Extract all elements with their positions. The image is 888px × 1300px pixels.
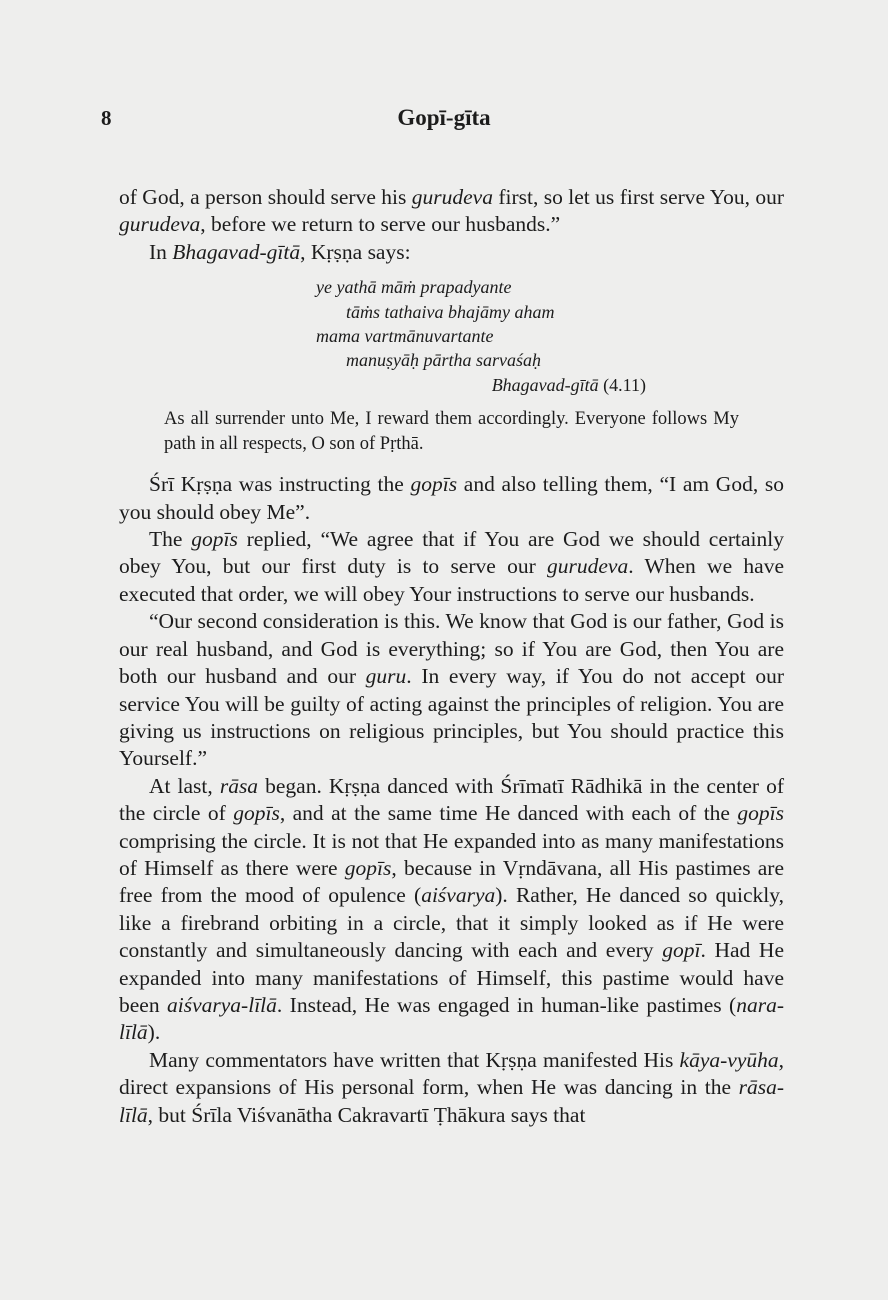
emphasis: Bhagavad-gītā (172, 239, 301, 264)
emphasis: gopī (662, 938, 701, 963)
text-run: , Kṛṣṇa says: (300, 239, 411, 264)
text-run: began. Kṛṣṇa danced with Śrīmatī Rādhikā in the center of the circle of (119, 773, 784, 826)
sanskrit-verse (316, 275, 646, 397)
emphasis: kāya-vyūha (679, 1047, 779, 1072)
verse-line-1: ye yathā māṁ prapadyante (316, 277, 512, 298)
text-run: Many commentators have written that Kṛṣṇa manifested His (149, 1047, 680, 1072)
paragraph-7 (119, 1047, 784, 1129)
emphasis: guru (365, 664, 407, 689)
paragraph-6 (119, 773, 784, 1047)
paragraph-5 (119, 608, 784, 772)
text-run: comprising the circle. It is not that He expanded into as many manifestations of Himself as there were (119, 828, 784, 880)
emphasis: nara-līlā (119, 992, 784, 1045)
emphasis: gurudeva (119, 212, 201, 237)
verse-reference (316, 373, 646, 397)
text-run: “Our second consideration is this. We know that God is our father, God is our real husband, and God is everything; so if You are God, then You are both our husband and our (119, 609, 784, 689)
text-run: . In every way, if You do not accept our service You will be guilty of acting against the principles of religion. You are giving us instructions on religious principles, but You should practice this Yourself.” (119, 664, 784, 771)
text-run: of God, a person should serve his (119, 185, 412, 209)
emphasis: gopīs (344, 855, 392, 880)
verse-reference-number: (4.11) (603, 374, 646, 395)
emphasis: aiśvarya (421, 883, 496, 908)
text-run: . When we have executed that order, we will obey Your instructions to serve our husbands. (119, 554, 784, 606)
verse-line-4: manuṣyāḥ pārtha sarvaśaḥ (346, 350, 542, 371)
text-run: The (149, 527, 192, 552)
emphasis: rāsa-līlā (119, 1075, 784, 1127)
paragraph-2 (119, 239, 784, 266)
emphasis: gurudeva (547, 554, 629, 579)
text-run: ). (147, 1020, 161, 1045)
text-run: , and at the same time He danced with each of the (279, 801, 738, 826)
text-run: , before we return to serve our husbands.” (200, 212, 561, 237)
verse-line-2: tāṁs tathaiva bhajāmy aham (346, 301, 555, 322)
running-head-title: Gopī-gīta (397, 105, 491, 130)
paragraph-1 (119, 184, 784, 239)
text-run: first, so let us first serve You, our (492, 185, 784, 209)
emphasis: gopīs (737, 801, 784, 826)
page-number: 8 (101, 106, 112, 130)
text-run: , because in Vṛndāvana, all His pastimes are free from the mood of opulence ( (119, 855, 785, 908)
emphasis: gurudeva (411, 185, 493, 209)
text-run: , direct expansions of His personal form, when He was dancing in the (119, 1047, 784, 1100)
text-run: In (149, 239, 173, 264)
text-run: . Instead, He was engaged in human-like pastimes ( (276, 992, 737, 1017)
text-run: and also telling them, “I am God, so you should obey Me”. (119, 472, 784, 524)
emphasis: gopīs (233, 801, 280, 826)
text-run: . Had He expanded into many manifestations of Himself, this pastime would have been (119, 938, 784, 1017)
text-run: Śrī Kṛṣṇa was instructing the (149, 472, 411, 497)
emphasis: gopīs (191, 527, 238, 552)
emphasis: rāsa (219, 773, 259, 798)
page-body (119, 184, 784, 1129)
text-run: , but Śrīla Viśvanātha Cakravartī Ṭhākura says that (147, 1102, 586, 1127)
verse-line-3: mama vartmānuvartante (316, 326, 494, 347)
text-run: replied, “We agree that if You are God we should certainly obey You, but our first duty is to serve our (119, 527, 784, 579)
emphasis: aiśvarya-līlā (167, 992, 277, 1017)
verse-reference-title: Bhagavad-gītā (491, 374, 599, 395)
paragraph-3 (119, 471, 784, 526)
emphasis: gopīs (410, 472, 458, 497)
paragraph-4 (119, 526, 784, 608)
verse-translation: As all surrender unto Me, I reward them accordingly. Everyone follows My path in all respects, O son of Pṛthā. (164, 409, 739, 455)
text-run: At last, (149, 773, 220, 798)
text-run: ). Rather, He danced so quickly, like a firebrand orbiting in a circle, that it simply looked as if He were constantly and simultaneously dancing with each and every (119, 883, 785, 963)
